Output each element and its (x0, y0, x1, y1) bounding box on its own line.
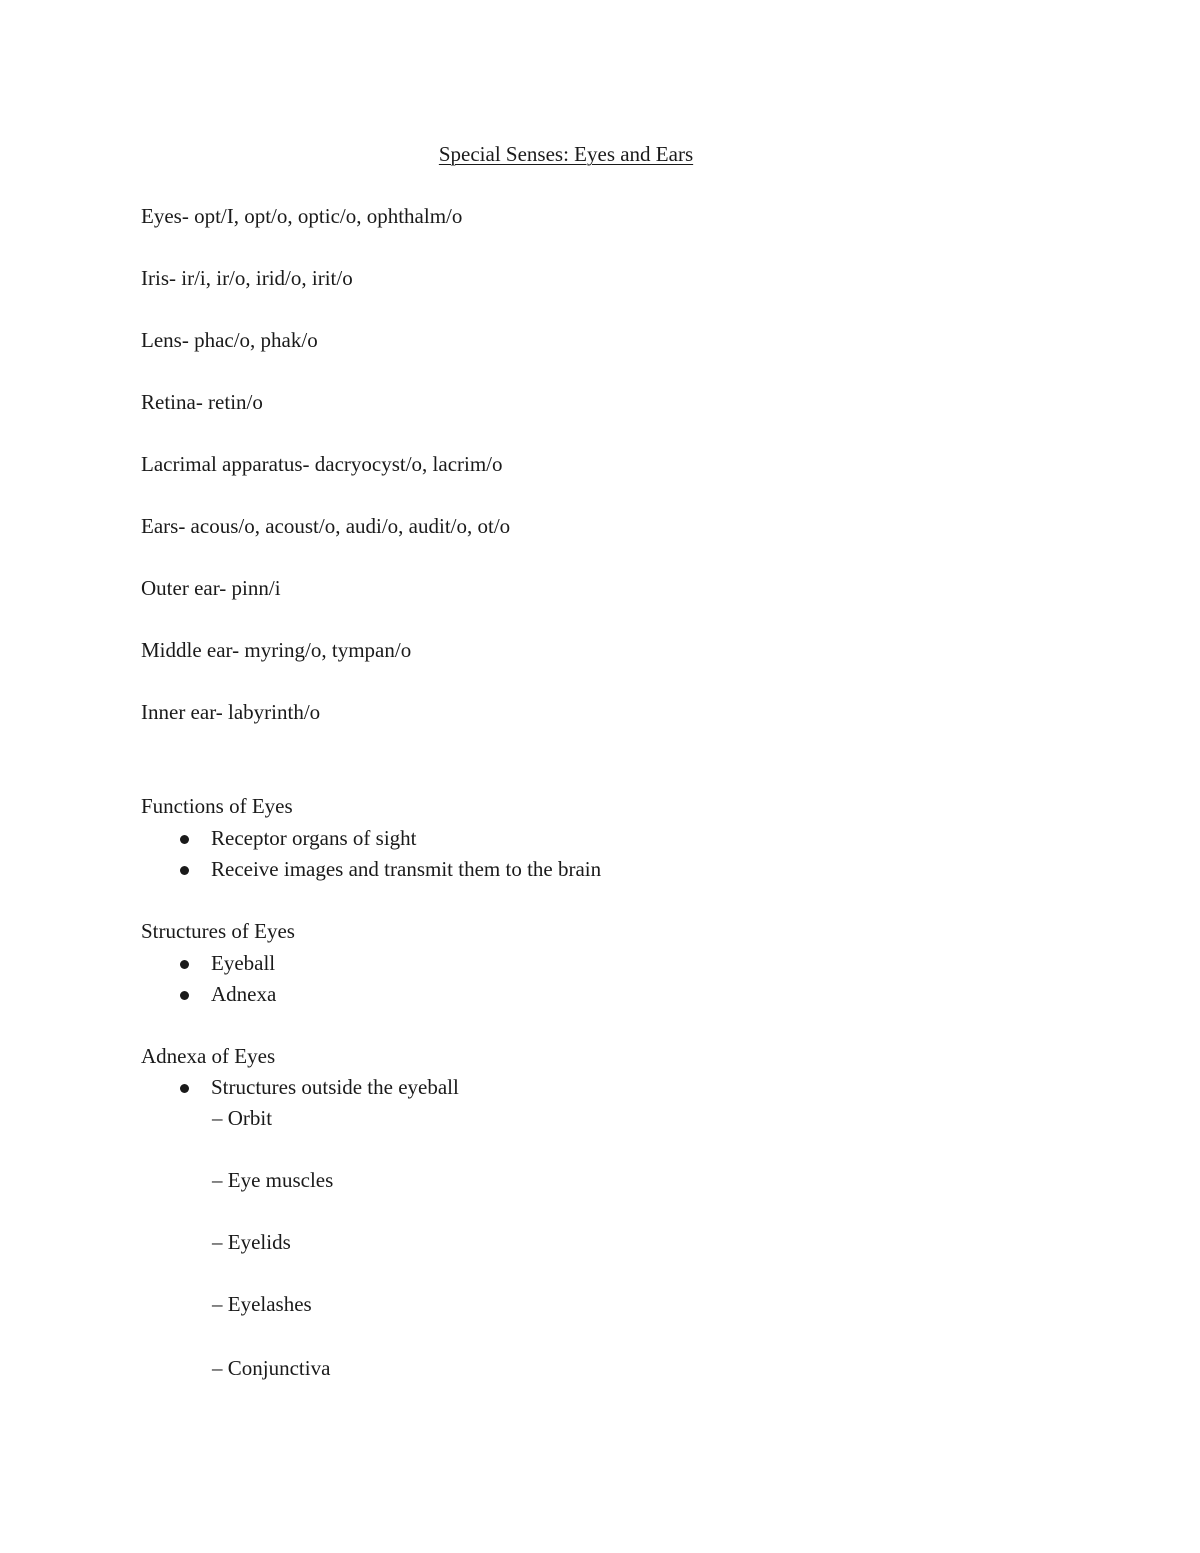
bullet-icon (180, 835, 189, 844)
list-item-text: Receptor organs of sight (211, 826, 417, 850)
term-lens: Lens- phac/o, phak/o (141, 328, 318, 352)
bullet-icon (180, 866, 189, 875)
structures-heading: Structures of Eyes (141, 919, 295, 943)
adnexa-heading: Adnexa of Eyes (141, 1044, 276, 1068)
sub-item-orbit: – Orbit (212, 1106, 273, 1130)
list-item-text: Adnexa (211, 982, 277, 1006)
list-item-text: Receive images and transmit them to the brain (211, 857, 602, 881)
document-title: Special Senses: Eyes and Ears (438, 142, 694, 166)
term-lacrimal-apparatus: Lacrimal apparatus- dacryocyst/o, lacrim/o (141, 452, 503, 476)
functions-heading: Functions of Eyes (141, 794, 293, 818)
bullet-icon (180, 1084, 189, 1093)
sub-item-conjunctiva: – Conjunctiva (212, 1356, 331, 1380)
list-item-text: Structures outside the eyeball (211, 1075, 459, 1099)
term-ears: Ears- acous/o, acoust/o, audi/o, audit/o, ot/o (141, 514, 511, 538)
term-outer-ear: Outer ear- pinn/i (141, 576, 281, 600)
term-inner-ear: Inner ear- labyrinth/o (141, 700, 321, 724)
term-iris: Iris- ir/i, ir/o, irid/o, irit/o (141, 266, 353, 290)
bullet-icon (180, 991, 189, 1000)
term-eyes: Eyes- opt/I, opt/o, optic/o, ophthalm/o (141, 204, 463, 228)
sub-item-eyelids: – Eyelids (212, 1230, 291, 1254)
bullet-icon (180, 960, 189, 969)
list-item-text: Eyeball (211, 951, 276, 975)
sub-item-eye-muscles: – Eye muscles (212, 1168, 334, 1192)
term-middle-ear: Middle ear- myring/o, tympan/o (141, 638, 412, 662)
sub-item-eyelashes: – Eyelashes (212, 1292, 312, 1316)
term-retina: Retina- retin/o (141, 390, 263, 414)
